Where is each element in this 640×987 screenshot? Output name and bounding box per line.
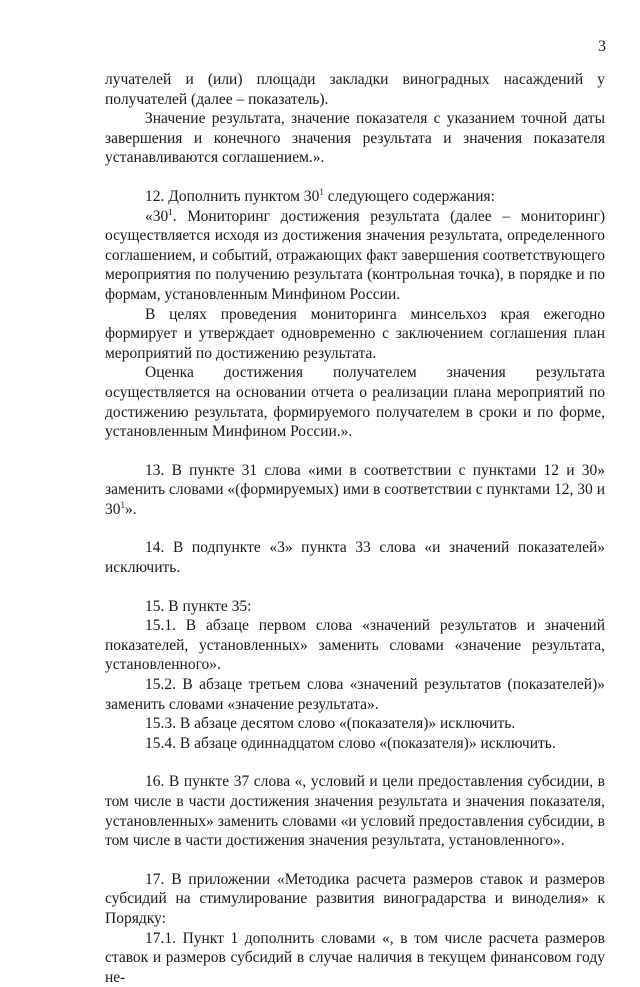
item-30-1-text-post: . Мониторинг достижения результата (далее – мониторинг) осуществляется исходя из достижения значения результата, определенного соглашением, и событий, отражающих факт завершения соответствующего мероприятия по получению результата (контрольная точка), в порядке и по формам, установленным Минфином России. xyxy=(105,207,605,303)
item-17-1: 17.1. Пункт 1 дополнить словами «, в том числе расчета размеров ставок и размеров субсидий в случае наличия в текущем финансовом году не- xyxy=(105,929,605,986)
item-13-text-pre: 13. В пункте 31 слова «ими в соответствии с пунктами 12 и 30» заменить словами «(формируемых) ими в соответствии с пунктами 12, 30 и 30 xyxy=(105,461,605,518)
paragraph-result-value: Значение результата, значение показателя с указанием точной даты завершения и конечного значения результата и значения показателя устанавливаются соглашением.». xyxy=(105,110,605,167)
item-15-1: 15.1. В абзаце первом слова «значений результатов и значений показателей, установленных» заменить словами «значение результата, установленного». xyxy=(105,617,605,674)
item-15: 15. В пункте 35: xyxy=(145,597,252,615)
item-30-1-monitoring xyxy=(105,207,605,305)
page-number: 3 xyxy=(598,38,606,55)
item-14: 14. В подпункте «3» пункта 33 слова «и значений показателей» исключить. xyxy=(105,539,605,577)
item-15-3: 15.3. В абзаце десятом слово «(показателя)» исключить. xyxy=(145,715,516,733)
item-16: 16. В пункте 37 слова «, условий и цели предоставления субсидии, в том числе в части достижения значения результата и значения показателя, установленных» заменить словами «и условий предоставления субсидии, в том числе в части достижения значения результата, установленного». xyxy=(105,773,605,850)
item-13-text-post: ». xyxy=(125,500,137,518)
document-body xyxy=(105,70,605,987)
item-15-4: 15.4. В абзаце одиннадцатом слово «(показателя)» исключить. xyxy=(145,734,556,752)
item-13-superscript: 1 xyxy=(120,499,125,510)
item-12-text-post: следующего содержания: xyxy=(323,187,495,205)
item-13 xyxy=(105,461,605,520)
item-15-2: 15.2. В абзаце третьем слова «значений результатов (показателей)» заменить словами «значение результата». xyxy=(105,676,605,713)
paragraph-assessment: Оценка достижения получателем значения результата осуществляется на основании отчета о реализации плана мероприятий по достижению результата, формируемого получателем в сроки и по форме, установленным Минфином России.». xyxy=(105,364,605,441)
item-12 xyxy=(105,187,605,207)
item-12-superscript: 1 xyxy=(319,186,324,197)
paragraph-continuation: лучателей и (или) площади закладки виноградных насаждений у получателей (далее – показатель). xyxy=(105,71,605,108)
item-30-1-text-pre: «30 xyxy=(145,207,169,225)
item-17: 17. В приложении «Методика расчета размеров ставок и размеров субсидий на стимулирование развития виноградарства и виноделия» к Порядку: xyxy=(105,870,605,927)
item-30-1-superscript: 1 xyxy=(168,206,173,217)
paragraph-monitoring-plan: В целях проведения мониторинга минсельхоз края ежегодно формирует и утверждает одновременно с заключением соглашения план мероприятий по достижению результата. xyxy=(105,305,605,362)
item-12-text-pre: 12. Дополнить пунктом 30 xyxy=(145,187,320,205)
